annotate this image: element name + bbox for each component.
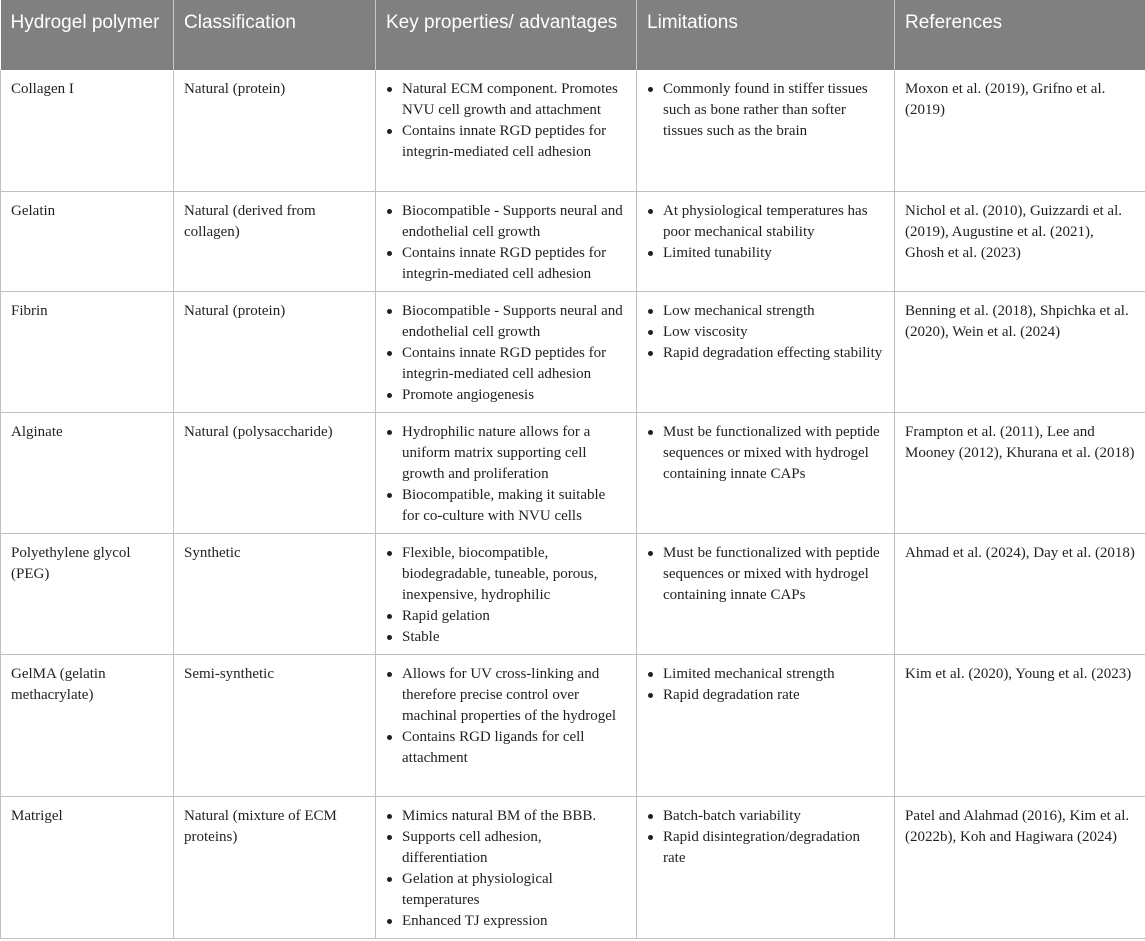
list-item: Flexible, biocompatible, biodegradable, tuneable, porous, inexpensive, hydrophilic bbox=[386, 543, 626, 606]
list-item: Low mechanical strength bbox=[647, 301, 884, 322]
header-polymer: Hydrogel polymer bbox=[1, 0, 174, 70]
table-row bbox=[1, 796, 1145, 938]
list-item: Rapid degradation effecting stability bbox=[647, 343, 884, 364]
advantages-list bbox=[386, 201, 626, 285]
list-item: Stable bbox=[386, 627, 626, 648]
advantages-cell bbox=[376, 191, 637, 291]
classification-cell: Natural (mixture of ECM proteins) bbox=[174, 796, 376, 938]
list-item: At physiological temperatures has poor mechanical stability bbox=[647, 201, 884, 243]
limitations-cell bbox=[637, 654, 895, 796]
references-cell: Ahmad et al. (2024), Day et al. (2018) bbox=[895, 533, 1145, 654]
list-item: Promote angiogenesis bbox=[386, 385, 626, 406]
polymer-cell: GelMA (gelatin methacrylate) bbox=[1, 654, 174, 796]
table-row bbox=[1, 412, 1145, 533]
classification-cell: Synthetic bbox=[174, 533, 376, 654]
list-item: Contains innate RGD peptides for integrin-mediated cell adhesion bbox=[386, 343, 626, 385]
table-row bbox=[1, 654, 1145, 796]
list-item: Limited mechanical strength bbox=[647, 664, 884, 685]
advantages-cell bbox=[376, 70, 637, 191]
polymer-cell: Alginate bbox=[1, 412, 174, 533]
list-item: Enhanced TJ expression bbox=[386, 911, 626, 932]
list-item: Biocompatible, making it suitable for co-culture with NVU cells bbox=[386, 485, 626, 527]
limitations-cell bbox=[637, 70, 895, 191]
table-row bbox=[1, 533, 1145, 654]
references-cell: Benning et al. (2018), Shpichka et al. (2020), Wein et al. (2024) bbox=[895, 291, 1145, 412]
limitations-list bbox=[647, 301, 884, 364]
advantages-list bbox=[386, 301, 626, 406]
advantages-list bbox=[386, 664, 626, 769]
limitations-cell bbox=[637, 291, 895, 412]
list-item: Contains RGD ligands for cell attachment bbox=[386, 727, 626, 769]
table-body bbox=[1, 70, 1145, 938]
list-item: Low viscosity bbox=[647, 322, 884, 343]
advantages-list bbox=[386, 543, 626, 648]
limitations-list bbox=[647, 664, 884, 706]
classification-cell: Natural (derived from collagen) bbox=[174, 191, 376, 291]
limitations-list bbox=[647, 543, 884, 606]
polymer-cell: Matrigel bbox=[1, 796, 174, 938]
table-header bbox=[1, 0, 1145, 70]
header-limitations: Limitations bbox=[637, 0, 895, 70]
limitations-list bbox=[647, 422, 884, 485]
table-row bbox=[1, 291, 1145, 412]
classification-cell: Natural (polysaccharide) bbox=[174, 412, 376, 533]
list-item: Biocompatible - Supports neural and endothelial cell growth bbox=[386, 201, 626, 243]
list-item: Gelation at physiological temperatures bbox=[386, 869, 626, 911]
advantages-list bbox=[386, 79, 626, 163]
advantages-cell bbox=[376, 291, 637, 412]
classification-cell: Natural (protein) bbox=[174, 70, 376, 191]
advantages-cell bbox=[376, 796, 637, 938]
advantages-cell bbox=[376, 654, 637, 796]
list-item: Commonly found in stiffer tissues such as bone rather than softer tissues such as the brain bbox=[647, 79, 884, 142]
list-item: Must be functionalized with peptide sequences or mixed with hydrogel containing innate CAPs bbox=[647, 543, 884, 606]
list-item: Contains innate RGD peptides for integrin-mediated cell adhesion bbox=[386, 243, 626, 285]
list-item: Rapid gelation bbox=[386, 606, 626, 627]
polymer-cell: Collagen I bbox=[1, 70, 174, 191]
list-item: Natural ECM component. Promotes NVU cell growth and attachment bbox=[386, 79, 626, 121]
limitations-cell bbox=[637, 796, 895, 938]
table-row bbox=[1, 70, 1145, 191]
list-item: Allows for UV cross-linking and therefore precise control over machinal properties of the hydrogel bbox=[386, 664, 626, 727]
advantages-list bbox=[386, 422, 626, 527]
classification-cell: Natural (protein) bbox=[174, 291, 376, 412]
list-item: Biocompatible - Supports neural and endothelial cell growth bbox=[386, 301, 626, 343]
list-item: Mimics natural BM of the BBB. bbox=[386, 806, 626, 827]
limitations-cell bbox=[637, 533, 895, 654]
polymer-cell: Polyethylene glycol (PEG) bbox=[1, 533, 174, 654]
limitations-list bbox=[647, 806, 884, 869]
list-item: Must be functionalized with peptide sequences or mixed with hydrogel containing innate CAPs bbox=[647, 422, 884, 485]
limitations-list bbox=[647, 201, 884, 264]
references-cell: Nichol et al. (2010), Guizzardi et al. (2019), Augustine et al. (2021), Ghosh et al. (2023) bbox=[895, 191, 1145, 291]
polymer-cell: Fibrin bbox=[1, 291, 174, 412]
header-row bbox=[1, 0, 1145, 70]
list-item: Hydrophilic nature allows for a uniform matrix supporting cell growth and proliferation bbox=[386, 422, 626, 485]
list-item: Rapid degradation rate bbox=[647, 685, 884, 706]
limitations-cell bbox=[637, 412, 895, 533]
polymer-cell: Gelatin bbox=[1, 191, 174, 291]
references-cell: Frampton et al. (2011), Lee and Mooney (2012), Khurana et al. (2018) bbox=[895, 412, 1145, 533]
advantages-list bbox=[386, 806, 626, 932]
list-item: Supports cell adhesion, differentiation bbox=[386, 827, 626, 869]
header-advantages: Key properties/ advantages bbox=[376, 0, 637, 70]
list-item: Limited tunability bbox=[647, 243, 884, 264]
classification-cell: Semi-synthetic bbox=[174, 654, 376, 796]
advantages-cell bbox=[376, 533, 637, 654]
header-references: References bbox=[895, 0, 1145, 70]
table-row bbox=[1, 191, 1145, 291]
references-cell: Patel and Alahmad (2016), Kim et al. (2022b), Koh and Hagiwara (2024) bbox=[895, 796, 1145, 938]
list-item: Rapid disintegration/degradation rate bbox=[647, 827, 884, 869]
list-item: Batch-batch variability bbox=[647, 806, 884, 827]
limitations-cell bbox=[637, 191, 895, 291]
references-cell: Moxon et al. (2019), Grifno et al. (2019) bbox=[895, 70, 1145, 191]
header-classification: Classification bbox=[174, 0, 376, 70]
advantages-cell bbox=[376, 412, 637, 533]
references-cell: Kim et al. (2020), Young et al. (2023) bbox=[895, 654, 1145, 796]
limitations-list bbox=[647, 79, 884, 142]
list-item: Contains innate RGD peptides for integrin-mediated cell adhesion bbox=[386, 121, 626, 163]
